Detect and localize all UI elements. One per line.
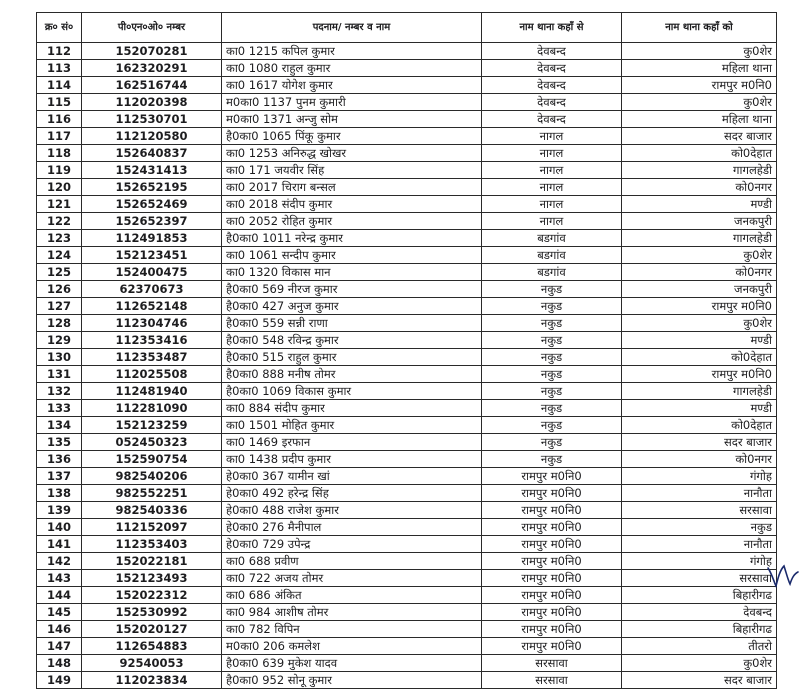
header-serial: क्र० सं० bbox=[37, 13, 82, 43]
table-row bbox=[37, 230, 777, 247]
cell-to-station: सदर बाजार bbox=[622, 434, 777, 451]
table-row bbox=[37, 77, 777, 94]
cell-name: है0का0 427 अनुज कुमार bbox=[222, 298, 482, 315]
cell-name: हे0का0 367 यामीन खां bbox=[222, 468, 482, 485]
cell-to-station: देवबन्द bbox=[622, 604, 777, 621]
cell-name: है0का0 952 सोनू कुमार bbox=[222, 672, 482, 689]
cell-name: म0का0 1371 अन्जु सोम bbox=[222, 111, 482, 128]
table-header bbox=[37, 13, 777, 43]
cell-serial: 144 bbox=[37, 587, 82, 604]
cell-pno: 152020127 bbox=[82, 621, 222, 638]
cell-name: का0 1080 राहुल कुमार bbox=[222, 60, 482, 77]
cell-from-station: नकुड bbox=[482, 434, 622, 451]
cell-serial: 138 bbox=[37, 485, 82, 502]
cell-serial: 113 bbox=[37, 60, 82, 77]
cell-name: है0का0 1069 विकास कुमार bbox=[222, 383, 482, 400]
cell-to-station: को0नगर bbox=[622, 264, 777, 281]
cell-from-station: बडगांव bbox=[482, 230, 622, 247]
cell-to-station: को0देहात bbox=[622, 145, 777, 162]
table-row bbox=[37, 281, 777, 298]
table-row bbox=[37, 434, 777, 451]
cell-serial: 140 bbox=[37, 519, 82, 536]
cell-from-station: देवबन्द bbox=[482, 77, 622, 94]
cell-to-station: को0देहात bbox=[622, 417, 777, 434]
cell-to-station: कु0शेर bbox=[622, 94, 777, 111]
cell-from-station: सरसावा bbox=[482, 655, 622, 672]
cell-to-station: नानौता bbox=[622, 536, 777, 553]
cell-name: का0 1320 विकास मान bbox=[222, 264, 482, 281]
cell-from-station: रामपुर म0नि0 bbox=[482, 536, 622, 553]
table-row bbox=[37, 145, 777, 162]
cell-name: का0 984 आशीष तोमर bbox=[222, 604, 482, 621]
cell-serial: 145 bbox=[37, 604, 82, 621]
cell-to-station: सदर बाजार bbox=[622, 128, 777, 145]
cell-to-station: रामपुर म0नि0 bbox=[622, 298, 777, 315]
cell-name: है0का0 1065 पिंकू कुमार bbox=[222, 128, 482, 145]
cell-name: हे0का0 488 राजेश कुमार bbox=[222, 502, 482, 519]
cell-pno: 112654883 bbox=[82, 638, 222, 655]
cell-from-station: नकुड bbox=[482, 349, 622, 366]
cell-from-station: रामपुर म0नि0 bbox=[482, 621, 622, 638]
cell-name: म0का0 206 कमलेश bbox=[222, 638, 482, 655]
cell-serial: 137 bbox=[37, 468, 82, 485]
cell-name: है0का0 1011 नरेन्द्र कुमार bbox=[222, 230, 482, 247]
cell-from-station: नकुड bbox=[482, 400, 622, 417]
cell-name: है0का0 548 रविन्द्र कुमार bbox=[222, 332, 482, 349]
table-row bbox=[37, 451, 777, 468]
cell-to-station: जनकपुरी bbox=[622, 213, 777, 230]
cell-to-station: महिला थाना bbox=[622, 111, 777, 128]
cell-to-station: कु0शेर bbox=[622, 43, 777, 60]
table-row bbox=[37, 468, 777, 485]
transfer-table bbox=[36, 12, 777, 689]
cell-pno: 152022181 bbox=[82, 553, 222, 570]
cell-serial: 146 bbox=[37, 621, 82, 638]
cell-to-station: बिहारीगढ bbox=[622, 621, 777, 638]
cell-name: है0का0 559 सन्नी राणा bbox=[222, 315, 482, 332]
cell-to-station: रामपुर म0नि0 bbox=[622, 366, 777, 383]
table-row bbox=[37, 298, 777, 315]
cell-to-station: नानौता bbox=[622, 485, 777, 502]
cell-name: का0 1253 अनिरुद्ध खोखर bbox=[222, 145, 482, 162]
header-from-station: नाम थाना कहाँ से bbox=[482, 13, 622, 43]
cell-serial: 127 bbox=[37, 298, 82, 315]
cell-serial: 149 bbox=[37, 672, 82, 689]
cell-serial: 147 bbox=[37, 638, 82, 655]
cell-from-station: नागल bbox=[482, 196, 622, 213]
signature-mark bbox=[764, 560, 800, 590]
cell-pno: 152530992 bbox=[82, 604, 222, 621]
cell-to-station: गंगोह bbox=[622, 553, 777, 570]
cell-from-station: रामपुर म0नि0 bbox=[482, 502, 622, 519]
cell-pno: 112353403 bbox=[82, 536, 222, 553]
cell-from-station: नकुड bbox=[482, 298, 622, 315]
cell-pno: 152123493 bbox=[82, 570, 222, 587]
cell-pno: 152400475 bbox=[82, 264, 222, 281]
cell-to-station: तीतरो bbox=[622, 638, 777, 655]
cell-name: का0 1215 कपिल कुमार bbox=[222, 43, 482, 60]
cell-name: हे0का0 276 मैनीपाल bbox=[222, 519, 482, 536]
cell-serial: 130 bbox=[37, 349, 82, 366]
table-row bbox=[37, 604, 777, 621]
table-row bbox=[37, 162, 777, 179]
table-row bbox=[37, 553, 777, 570]
cell-name: है0का0 569 नीरज कुमार bbox=[222, 281, 482, 298]
table-row bbox=[37, 60, 777, 77]
cell-to-station: सदर बाजार bbox=[622, 672, 777, 689]
table-row bbox=[37, 621, 777, 638]
cell-from-station: बडगांव bbox=[482, 247, 622, 264]
table-row bbox=[37, 672, 777, 689]
cell-pno: 152123451 bbox=[82, 247, 222, 264]
cell-pno: 92540053 bbox=[82, 655, 222, 672]
cell-pno: 112152097 bbox=[82, 519, 222, 536]
cell-pno: 112353416 bbox=[82, 332, 222, 349]
cell-to-station: मण्डी bbox=[622, 196, 777, 213]
cell-to-station: गंगोह bbox=[622, 468, 777, 485]
cell-serial: 131 bbox=[37, 366, 82, 383]
cell-pno: 152590754 bbox=[82, 451, 222, 468]
cell-name: का0 722 अजय तोमर bbox=[222, 570, 482, 587]
cell-from-station: नागल bbox=[482, 128, 622, 145]
cell-pno: 152123259 bbox=[82, 417, 222, 434]
table-row bbox=[37, 264, 777, 281]
cell-name: का0 1617 योगेश कुमार bbox=[222, 77, 482, 94]
cell-pno: 152022312 bbox=[82, 587, 222, 604]
table-row bbox=[37, 383, 777, 400]
cell-to-station: गागलहेडी bbox=[622, 383, 777, 400]
cell-serial: 141 bbox=[37, 536, 82, 553]
table-row bbox=[37, 349, 777, 366]
cell-serial: 128 bbox=[37, 315, 82, 332]
table-row bbox=[37, 655, 777, 672]
cell-to-station: रामपुर म0नि0 bbox=[622, 77, 777, 94]
cell-name: का0 1061 सन्दीप कुमार bbox=[222, 247, 482, 264]
cell-from-station: रामपुर म0नि0 bbox=[482, 638, 622, 655]
cell-pno: 112025508 bbox=[82, 366, 222, 383]
table-row bbox=[37, 196, 777, 213]
cell-to-station: महिला थाना bbox=[622, 60, 777, 77]
cell-pno: 112652148 bbox=[82, 298, 222, 315]
cell-pno: 112530701 bbox=[82, 111, 222, 128]
cell-serial: 136 bbox=[37, 451, 82, 468]
cell-from-station: देवबन्द bbox=[482, 43, 622, 60]
table-row bbox=[37, 332, 777, 349]
cell-to-station: को0नगर bbox=[622, 179, 777, 196]
cell-serial: 142 bbox=[37, 553, 82, 570]
cell-serial: 132 bbox=[37, 383, 82, 400]
cell-serial: 125 bbox=[37, 264, 82, 281]
cell-name: है0का0 888 मनीष तोमर bbox=[222, 366, 482, 383]
cell-serial: 115 bbox=[37, 94, 82, 111]
cell-pno: 112120580 bbox=[82, 128, 222, 145]
cell-from-station: नकुड bbox=[482, 451, 622, 468]
cell-pno: 982552251 bbox=[82, 485, 222, 502]
cell-from-station: नागल bbox=[482, 213, 622, 230]
cell-serial: 129 bbox=[37, 332, 82, 349]
table-row bbox=[37, 213, 777, 230]
cell-from-station: बडगांव bbox=[482, 264, 622, 281]
header-name: पदनाम/ नम्बर व नाम bbox=[222, 13, 482, 43]
cell-from-station: देवबन्द bbox=[482, 94, 622, 111]
table-body bbox=[37, 43, 777, 689]
table-row bbox=[37, 502, 777, 519]
cell-from-station: रामपुर म0नि0 bbox=[482, 468, 622, 485]
cell-pno: 152652469 bbox=[82, 196, 222, 213]
cell-serial: 119 bbox=[37, 162, 82, 179]
cell-to-station: गागलहेडी bbox=[622, 162, 777, 179]
cell-from-station: नकुड bbox=[482, 315, 622, 332]
cell-to-station: नकुड bbox=[622, 519, 777, 536]
cell-from-station: नकुड bbox=[482, 281, 622, 298]
cell-from-station: रामपुर म0नि0 bbox=[482, 553, 622, 570]
cell-pno: 162516744 bbox=[82, 77, 222, 94]
cell-to-station: मण्डी bbox=[622, 400, 777, 417]
cell-name: का0 1501 मोहित कुमार bbox=[222, 417, 482, 434]
header-pno: पी०एन०ओ० नम्बर bbox=[82, 13, 222, 43]
cell-serial: 121 bbox=[37, 196, 82, 213]
cell-to-station: को0देहात bbox=[622, 349, 777, 366]
cell-from-station: रामपुर म0नि0 bbox=[482, 587, 622, 604]
table-row bbox=[37, 247, 777, 264]
cell-name: का0 171 जयवीर सिंह bbox=[222, 162, 482, 179]
cell-serial: 124 bbox=[37, 247, 82, 264]
cell-from-station: नागल bbox=[482, 179, 622, 196]
header-to-station: नाम थाना कहाँ को bbox=[622, 13, 777, 43]
cell-pno: 112481940 bbox=[82, 383, 222, 400]
cell-to-station: कु0शेर bbox=[622, 247, 777, 264]
table-row bbox=[37, 485, 777, 502]
cell-pno: 982540206 bbox=[82, 468, 222, 485]
cell-pno: 162320291 bbox=[82, 60, 222, 77]
cell-to-station: सरसावा bbox=[622, 502, 777, 519]
cell-to-station: जनकपुरी bbox=[622, 281, 777, 298]
table-row bbox=[37, 417, 777, 434]
cell-from-station: नागल bbox=[482, 145, 622, 162]
cell-name: का0 688 प्रवीण bbox=[222, 553, 482, 570]
cell-pno: 152652195 bbox=[82, 179, 222, 196]
cell-serial: 148 bbox=[37, 655, 82, 672]
cell-to-station: को0नगर bbox=[622, 451, 777, 468]
table-row bbox=[37, 179, 777, 196]
cell-from-station: रामपुर म0नि0 bbox=[482, 519, 622, 536]
cell-to-station: सरसावा bbox=[622, 570, 777, 587]
table-row bbox=[37, 519, 777, 536]
cell-name: का0 782 विपिन bbox=[222, 621, 482, 638]
table-row bbox=[37, 94, 777, 111]
cell-serial: 112 bbox=[37, 43, 82, 60]
cell-to-station: गागलहेडी bbox=[622, 230, 777, 247]
cell-from-station: नकुड bbox=[482, 383, 622, 400]
cell-to-station: बिहारीगढ bbox=[622, 587, 777, 604]
cell-name: का0 884 संदीप कुमार bbox=[222, 400, 482, 417]
table-row bbox=[37, 400, 777, 417]
cell-from-station: नकुड bbox=[482, 417, 622, 434]
cell-name: है0का0 515 राहुल कुमार bbox=[222, 349, 482, 366]
cell-name: का0 2052 रोहित कुमार bbox=[222, 213, 482, 230]
table-row bbox=[37, 315, 777, 332]
header-row bbox=[37, 13, 777, 43]
cell-serial: 123 bbox=[37, 230, 82, 247]
cell-pno: 112353487 bbox=[82, 349, 222, 366]
table-row bbox=[37, 570, 777, 587]
cell-name: का0 1469 इरफान bbox=[222, 434, 482, 451]
cell-serial: 143 bbox=[37, 570, 82, 587]
cell-name: का0 686 अंकित bbox=[222, 587, 482, 604]
cell-pno: 152431413 bbox=[82, 162, 222, 179]
cell-from-station: देवबन्द bbox=[482, 111, 622, 128]
cell-pno: 152652397 bbox=[82, 213, 222, 230]
cell-pno: 112304746 bbox=[82, 315, 222, 332]
cell-name: का0 2018 संदीप कुमार bbox=[222, 196, 482, 213]
table-row bbox=[37, 638, 777, 655]
cell-name: का0 1438 प्रदीप कुमार bbox=[222, 451, 482, 468]
cell-pno: 112491853 bbox=[82, 230, 222, 247]
cell-name: हे0का0 492 हरेन्द्र सिंह bbox=[222, 485, 482, 502]
cell-to-station: कु0शेर bbox=[622, 315, 777, 332]
cell-from-station: सरसावा bbox=[482, 672, 622, 689]
cell-from-station: रामपुर म0नि0 bbox=[482, 570, 622, 587]
cell-to-station: कु0शेर bbox=[622, 655, 777, 672]
cell-from-station: नकुड bbox=[482, 366, 622, 383]
cell-pno: 112023834 bbox=[82, 672, 222, 689]
cell-serial: 120 bbox=[37, 179, 82, 196]
cell-name: हे0का0 729 उपेन्द्र bbox=[222, 536, 482, 553]
cell-pno: 152070281 bbox=[82, 43, 222, 60]
cell-name: का0 2017 चिराग बन्सल bbox=[222, 179, 482, 196]
cell-pno: 152640837 bbox=[82, 145, 222, 162]
cell-serial: 139 bbox=[37, 502, 82, 519]
cell-pno: 112281090 bbox=[82, 400, 222, 417]
cell-serial: 116 bbox=[37, 111, 82, 128]
cell-serial: 114 bbox=[37, 77, 82, 94]
cell-serial: 118 bbox=[37, 145, 82, 162]
cell-serial: 117 bbox=[37, 128, 82, 145]
cell-pno: 982540336 bbox=[82, 502, 222, 519]
cell-pno: 62370673 bbox=[82, 281, 222, 298]
table-row bbox=[37, 366, 777, 383]
cell-name: है0का0 639 मुकेश यादव bbox=[222, 655, 482, 672]
cell-pno: 112020398 bbox=[82, 94, 222, 111]
cell-from-station: रामपुर म0नि0 bbox=[482, 485, 622, 502]
table-row bbox=[37, 536, 777, 553]
cell-serial: 135 bbox=[37, 434, 82, 451]
table-row bbox=[37, 43, 777, 60]
cell-serial: 122 bbox=[37, 213, 82, 230]
cell-name: म0का0 1137 पुनम कुमारी bbox=[222, 94, 482, 111]
cell-serial: 134 bbox=[37, 417, 82, 434]
table-row bbox=[37, 111, 777, 128]
cell-from-station: नकुड bbox=[482, 332, 622, 349]
table-row bbox=[37, 128, 777, 145]
cell-serial: 133 bbox=[37, 400, 82, 417]
cell-from-station: रामपुर म0नि0 bbox=[482, 604, 622, 621]
cell-to-station: मण्डी bbox=[622, 332, 777, 349]
cell-pno: 052450323 bbox=[82, 434, 222, 451]
table-row bbox=[37, 587, 777, 604]
cell-serial: 126 bbox=[37, 281, 82, 298]
cell-from-station: नागल bbox=[482, 162, 622, 179]
cell-from-station: देवबन्द bbox=[482, 60, 622, 77]
